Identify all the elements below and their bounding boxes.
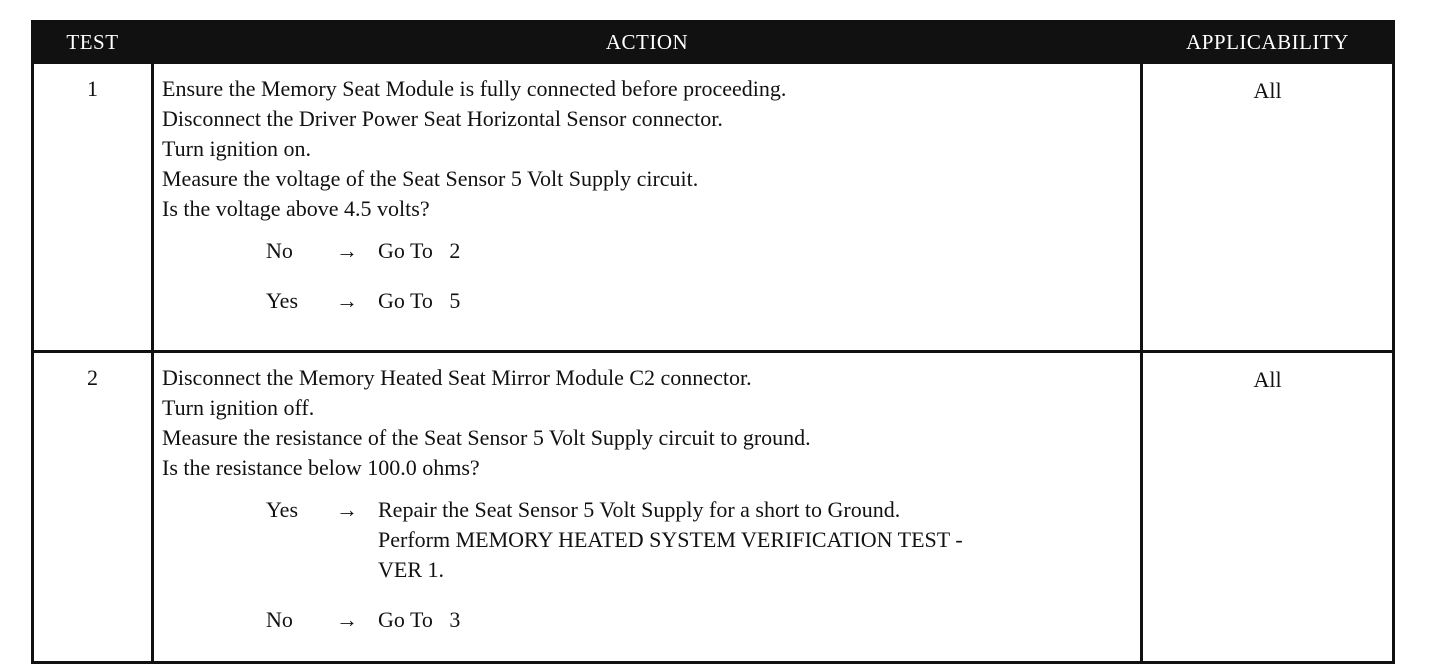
repair-instruction: Repair the Seat Sensor 5 Volt Supply for a short to Ground. xyxy=(378,497,901,522)
arrow-right-icon: → xyxy=(336,497,358,522)
table-row xyxy=(33,352,1394,663)
branch-result xyxy=(378,286,1132,316)
header-action: ACTION xyxy=(153,22,1142,63)
applicability-value: All xyxy=(1142,63,1394,352)
action-step: Ensure the Memory Seat Module is fully connected before proceeding. xyxy=(162,76,787,101)
branch-no xyxy=(162,605,1132,635)
verification-test-link: Perform MEMORY HEATED SYSTEM VERIFICATION TEST - xyxy=(378,527,963,552)
action-cell xyxy=(153,63,1142,352)
diagnostic-test-table xyxy=(31,20,1395,664)
action-step: Measure the resistance of the Seat Sensor 5 Volt Supply circuit to ground. xyxy=(162,425,811,450)
goto-text: Go To 2 xyxy=(378,238,461,263)
branch-answer: No xyxy=(266,607,293,632)
action-step: Measure the voltage of the Seat Sensor 5 Volt Supply circuit. xyxy=(162,166,699,191)
branch-result xyxy=(378,605,1132,635)
arrow-right-icon: → xyxy=(336,607,358,632)
branch-answer: Yes xyxy=(266,497,299,522)
arrow-right-icon: → xyxy=(336,288,358,313)
branch-answer: Yes xyxy=(266,288,299,313)
branch-list xyxy=(162,495,1132,635)
applicability-value: All xyxy=(1142,352,1394,663)
branch-yes xyxy=(162,495,1132,585)
goto-text: Go To 5 xyxy=(378,288,461,313)
goto-text: Go To 3 xyxy=(378,607,461,632)
branch-yes xyxy=(162,286,1132,316)
header-test: TEST xyxy=(33,22,153,63)
action-question: Is the voltage above 4.5 volts? xyxy=(162,196,430,221)
verification-test-link-cont: VER 1. xyxy=(378,557,444,582)
test-number: 2 xyxy=(33,352,153,663)
table-row xyxy=(33,63,1394,352)
table-header-row xyxy=(33,22,1394,63)
test-number: 1 xyxy=(33,63,153,352)
action-cell xyxy=(153,352,1142,663)
header-applicability: APPLICABILITY xyxy=(1142,22,1394,63)
branch-answer: No xyxy=(266,238,293,263)
action-step: Turn ignition on. xyxy=(162,136,311,161)
branch-list xyxy=(162,236,1132,316)
branch-result xyxy=(378,236,1132,266)
branch-result xyxy=(378,495,1132,585)
branch-no xyxy=(162,236,1132,266)
action-step: Turn ignition off. xyxy=(162,395,315,420)
action-step: Disconnect the Driver Power Seat Horizontal Sensor connector. xyxy=(162,106,723,131)
arrow-right-icon: → xyxy=(336,238,358,263)
action-question: Is the resistance below 100.0 ohms? xyxy=(162,455,480,480)
action-step: Disconnect the Memory Heated Seat Mirror Module C2 connector. xyxy=(162,365,752,390)
